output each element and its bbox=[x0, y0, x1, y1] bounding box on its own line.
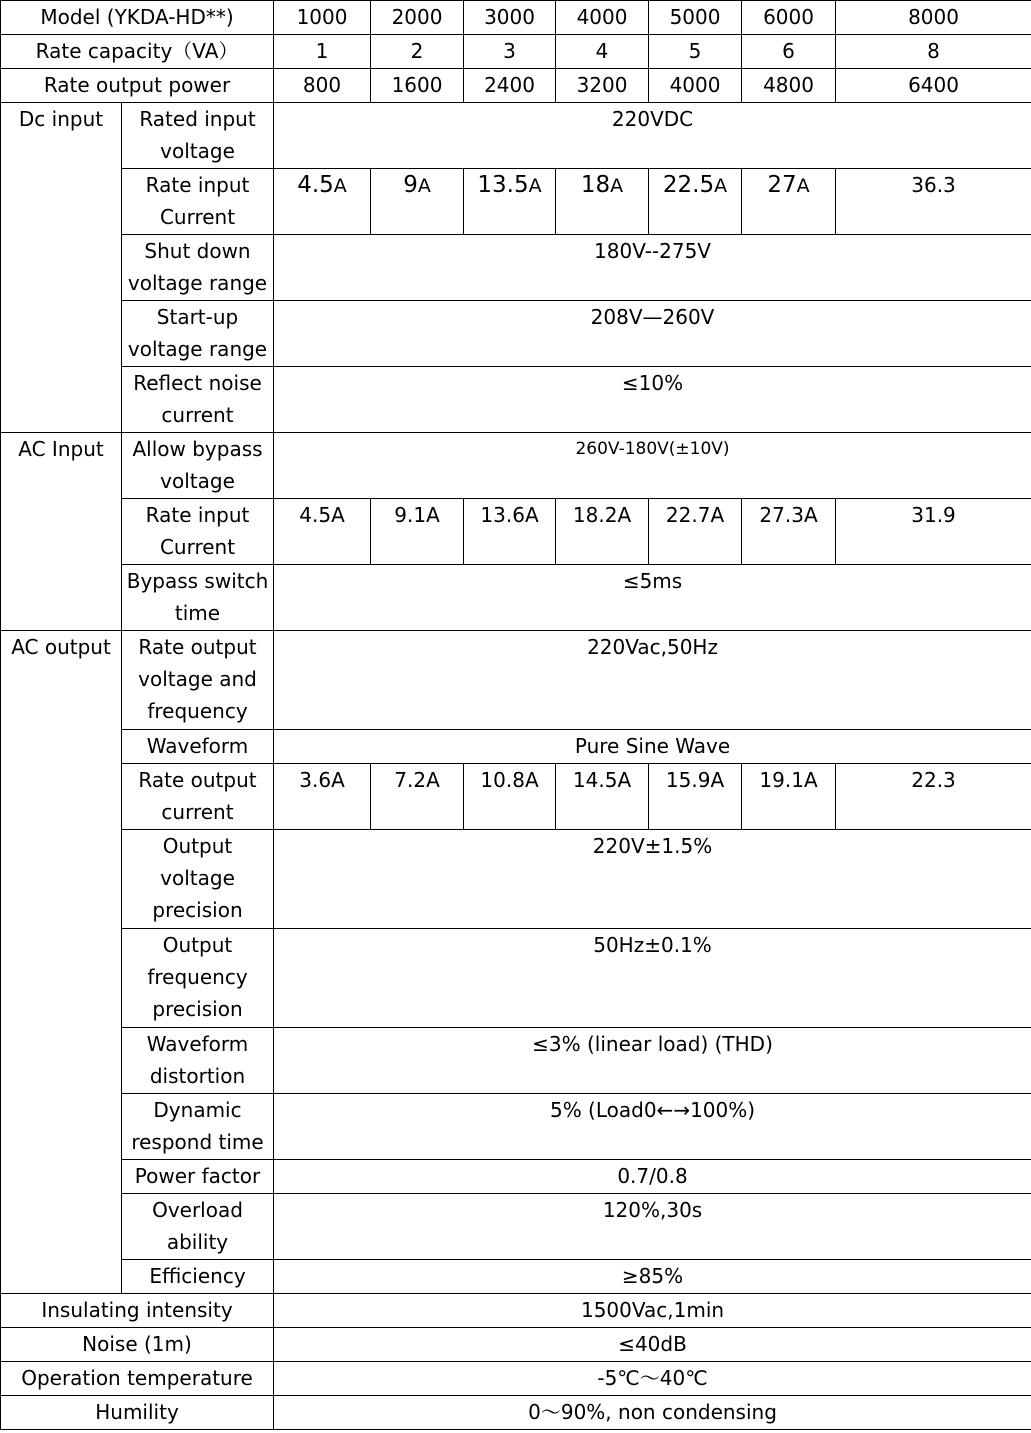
ac-input-current-label: Rate input Current bbox=[122, 499, 274, 565]
dc-current-cell-last: 36.3 bbox=[836, 169, 1031, 235]
noise-row bbox=[1, 1328, 1031, 1362]
out-dynamic-value: 5% (Load0←→100%) bbox=[274, 1094, 1031, 1160]
model-cell: 1000 bbox=[274, 1, 371, 35]
power-cell: 4000 bbox=[649, 69, 742, 103]
dc-current-cell: 9A bbox=[371, 169, 464, 235]
ac-bypass-time-value: ≤5ms bbox=[274, 565, 1031, 631]
out-waveform-row bbox=[1, 730, 1031, 764]
out-waveform-value: Pure Sine Wave bbox=[274, 730, 1031, 764]
out-current-cell: 3.6A bbox=[274, 764, 371, 830]
power-label: Rate output power bbox=[1, 69, 274, 103]
out-overload-label: Overload ability bbox=[122, 1194, 274, 1260]
dc-shutdown-value: 180V--275V bbox=[274, 235, 1031, 301]
dc-current-cell: 13.5A bbox=[464, 169, 556, 235]
dc-shutdown-row bbox=[1, 235, 1031, 301]
dc-noise-value: ≤10% bbox=[274, 367, 1031, 433]
dc-current-label: Rate input Current bbox=[122, 169, 274, 235]
out-dynamic-label: Dynamic respond time bbox=[122, 1094, 274, 1160]
capacity-cell: 8 bbox=[836, 35, 1031, 69]
dc-startup-row bbox=[1, 301, 1031, 367]
out-current-label: Rate output current bbox=[122, 764, 274, 830]
out-overload-row bbox=[1, 1194, 1031, 1260]
out-voltage-precision-value: 220V±1.5% bbox=[274, 830, 1031, 929]
out-efficiency-value: ≥85% bbox=[274, 1260, 1031, 1294]
out-power-factor-value: 0.7/0.8 bbox=[274, 1160, 1031, 1194]
power-cell: 800 bbox=[274, 69, 371, 103]
ac-input-current-cell: 31.9 bbox=[836, 499, 1031, 565]
model-row bbox=[1, 1, 1031, 35]
model-cell: 2000 bbox=[371, 1, 464, 35]
out-voltage-precision-row bbox=[1, 830, 1031, 929]
humidity-label: Humility bbox=[1, 1396, 274, 1430]
out-current-cell: 14.5A bbox=[556, 764, 649, 830]
model-cell: 4000 bbox=[556, 1, 649, 35]
out-power-factor-row bbox=[1, 1160, 1031, 1194]
ac-bypass-time-label: Bypass switch time bbox=[122, 565, 274, 631]
capacity-row bbox=[1, 35, 1031, 69]
out-power-factor-label: Power factor bbox=[122, 1160, 274, 1194]
out-distortion-value: ≤3% (linear load) (THD) bbox=[274, 1028, 1031, 1094]
ac-input-current-cell: 9.1A bbox=[371, 499, 464, 565]
ac-input-current-cell: 18.2A bbox=[556, 499, 649, 565]
power-cell: 3200 bbox=[556, 69, 649, 103]
out-voltage-freq-row bbox=[1, 631, 1031, 730]
out-efficiency-label: Efficiency bbox=[122, 1260, 274, 1294]
ac-output-group-label: AC output bbox=[1, 631, 122, 1294]
ac-input-current-cell: 27.3A bbox=[742, 499, 836, 565]
power-cell: 4800 bbox=[742, 69, 836, 103]
dc-current-cell: 18A bbox=[556, 169, 649, 235]
humidity-row bbox=[1, 1396, 1031, 1430]
out-current-cell: 15.9A bbox=[649, 764, 742, 830]
dc-current-cell: 22.5A bbox=[649, 169, 742, 235]
humidity-value: 0～90%, non condensing bbox=[274, 1396, 1031, 1430]
capacity-cell: 4 bbox=[556, 35, 649, 69]
out-overload-value: 120%,30s bbox=[274, 1194, 1031, 1260]
model-cell: 8000 bbox=[836, 1, 1031, 35]
power-cell: 1600 bbox=[371, 69, 464, 103]
dc-rated-voltage-value: 220VDC bbox=[274, 103, 1031, 169]
ac-input-group-label: AC Input bbox=[1, 433, 122, 631]
out-efficiency-row bbox=[1, 1260, 1031, 1294]
capacity-cell: 3 bbox=[464, 35, 556, 69]
ac-input-current-row bbox=[1, 499, 1031, 565]
capacity-cell: 6 bbox=[742, 35, 836, 69]
insulating-value: 1500Vac,1min bbox=[274, 1294, 1031, 1328]
noise-value: ≤40dB bbox=[274, 1328, 1031, 1362]
power-cell: 2400 bbox=[464, 69, 556, 103]
ac-input-current-cell: 4.5A bbox=[274, 499, 371, 565]
dc-noise-label: Reflect noise current bbox=[122, 367, 274, 433]
dc-rated-voltage-label: Rated input voltage bbox=[122, 103, 274, 169]
out-current-cell: 10.8A bbox=[464, 764, 556, 830]
out-freq-precision-value: 50Hz±0.1% bbox=[274, 929, 1031, 1028]
temperature-label: Operation temperature bbox=[1, 1362, 274, 1396]
dc-current-cell: 4.5A bbox=[274, 169, 371, 235]
model-cell: 3000 bbox=[464, 1, 556, 35]
out-voltage-freq-value: 220Vac,50Hz bbox=[274, 631, 1031, 730]
power-row bbox=[1, 69, 1031, 103]
out-voltage-precision-label: Output voltage precision bbox=[122, 830, 274, 929]
dc-startup-label: Start-up voltage range bbox=[122, 301, 274, 367]
ac-bypass-time-row bbox=[1, 565, 1031, 631]
capacity-label: Rate capacity（VA） bbox=[1, 35, 274, 69]
out-waveform-label: Waveform bbox=[122, 730, 274, 764]
dc-rated-voltage-row bbox=[1, 103, 1031, 169]
dc-input-group-label: Dc input bbox=[1, 103, 122, 433]
out-distortion-label: Waveform distortion bbox=[122, 1028, 274, 1094]
out-freq-precision-label: Output frequency precision bbox=[122, 929, 274, 1028]
out-current-cell: 7.2A bbox=[371, 764, 464, 830]
out-current-cell: 22.3 bbox=[836, 764, 1031, 830]
insulating-row bbox=[1, 1294, 1031, 1328]
model-label: Model (YKDA-HD**) bbox=[1, 1, 274, 35]
out-freq-precision-row bbox=[1, 929, 1031, 1028]
out-voltage-freq-label: Rate output voltage and frequency bbox=[122, 631, 274, 730]
capacity-cell: 1 bbox=[274, 35, 371, 69]
out-current-cell: 19.1A bbox=[742, 764, 836, 830]
capacity-cell: 2 bbox=[371, 35, 464, 69]
dc-startup-value: 208V—260V bbox=[274, 301, 1031, 367]
ac-bypass-voltage-value: 260V-180V(±10V) bbox=[274, 433, 1031, 499]
ac-bypass-voltage-label: Allow bypass voltage bbox=[122, 433, 274, 499]
insulating-label: Insulating intensity bbox=[1, 1294, 274, 1328]
model-cell: 5000 bbox=[649, 1, 742, 35]
capacity-cell: 5 bbox=[649, 35, 742, 69]
ac-bypass-voltage-row bbox=[1, 433, 1031, 499]
out-dynamic-row bbox=[1, 1094, 1031, 1160]
dc-shutdown-label: Shut down voltage range bbox=[122, 235, 274, 301]
ac-input-current-cell: 22.7A bbox=[649, 499, 742, 565]
ac-input-current-cell: 13.6A bbox=[464, 499, 556, 565]
dc-current-row bbox=[1, 169, 1031, 235]
noise-label: Noise (1m) bbox=[1, 1328, 274, 1362]
dc-noise-row bbox=[1, 367, 1031, 433]
temperature-value: -5℃～40℃ bbox=[274, 1362, 1031, 1396]
power-cell: 6400 bbox=[836, 69, 1031, 103]
temperature-row bbox=[1, 1362, 1031, 1396]
out-distortion-row bbox=[1, 1028, 1031, 1094]
dc-current-cell: 27A bbox=[742, 169, 836, 235]
out-current-row bbox=[1, 764, 1031, 830]
model-cell: 6000 bbox=[742, 1, 836, 35]
